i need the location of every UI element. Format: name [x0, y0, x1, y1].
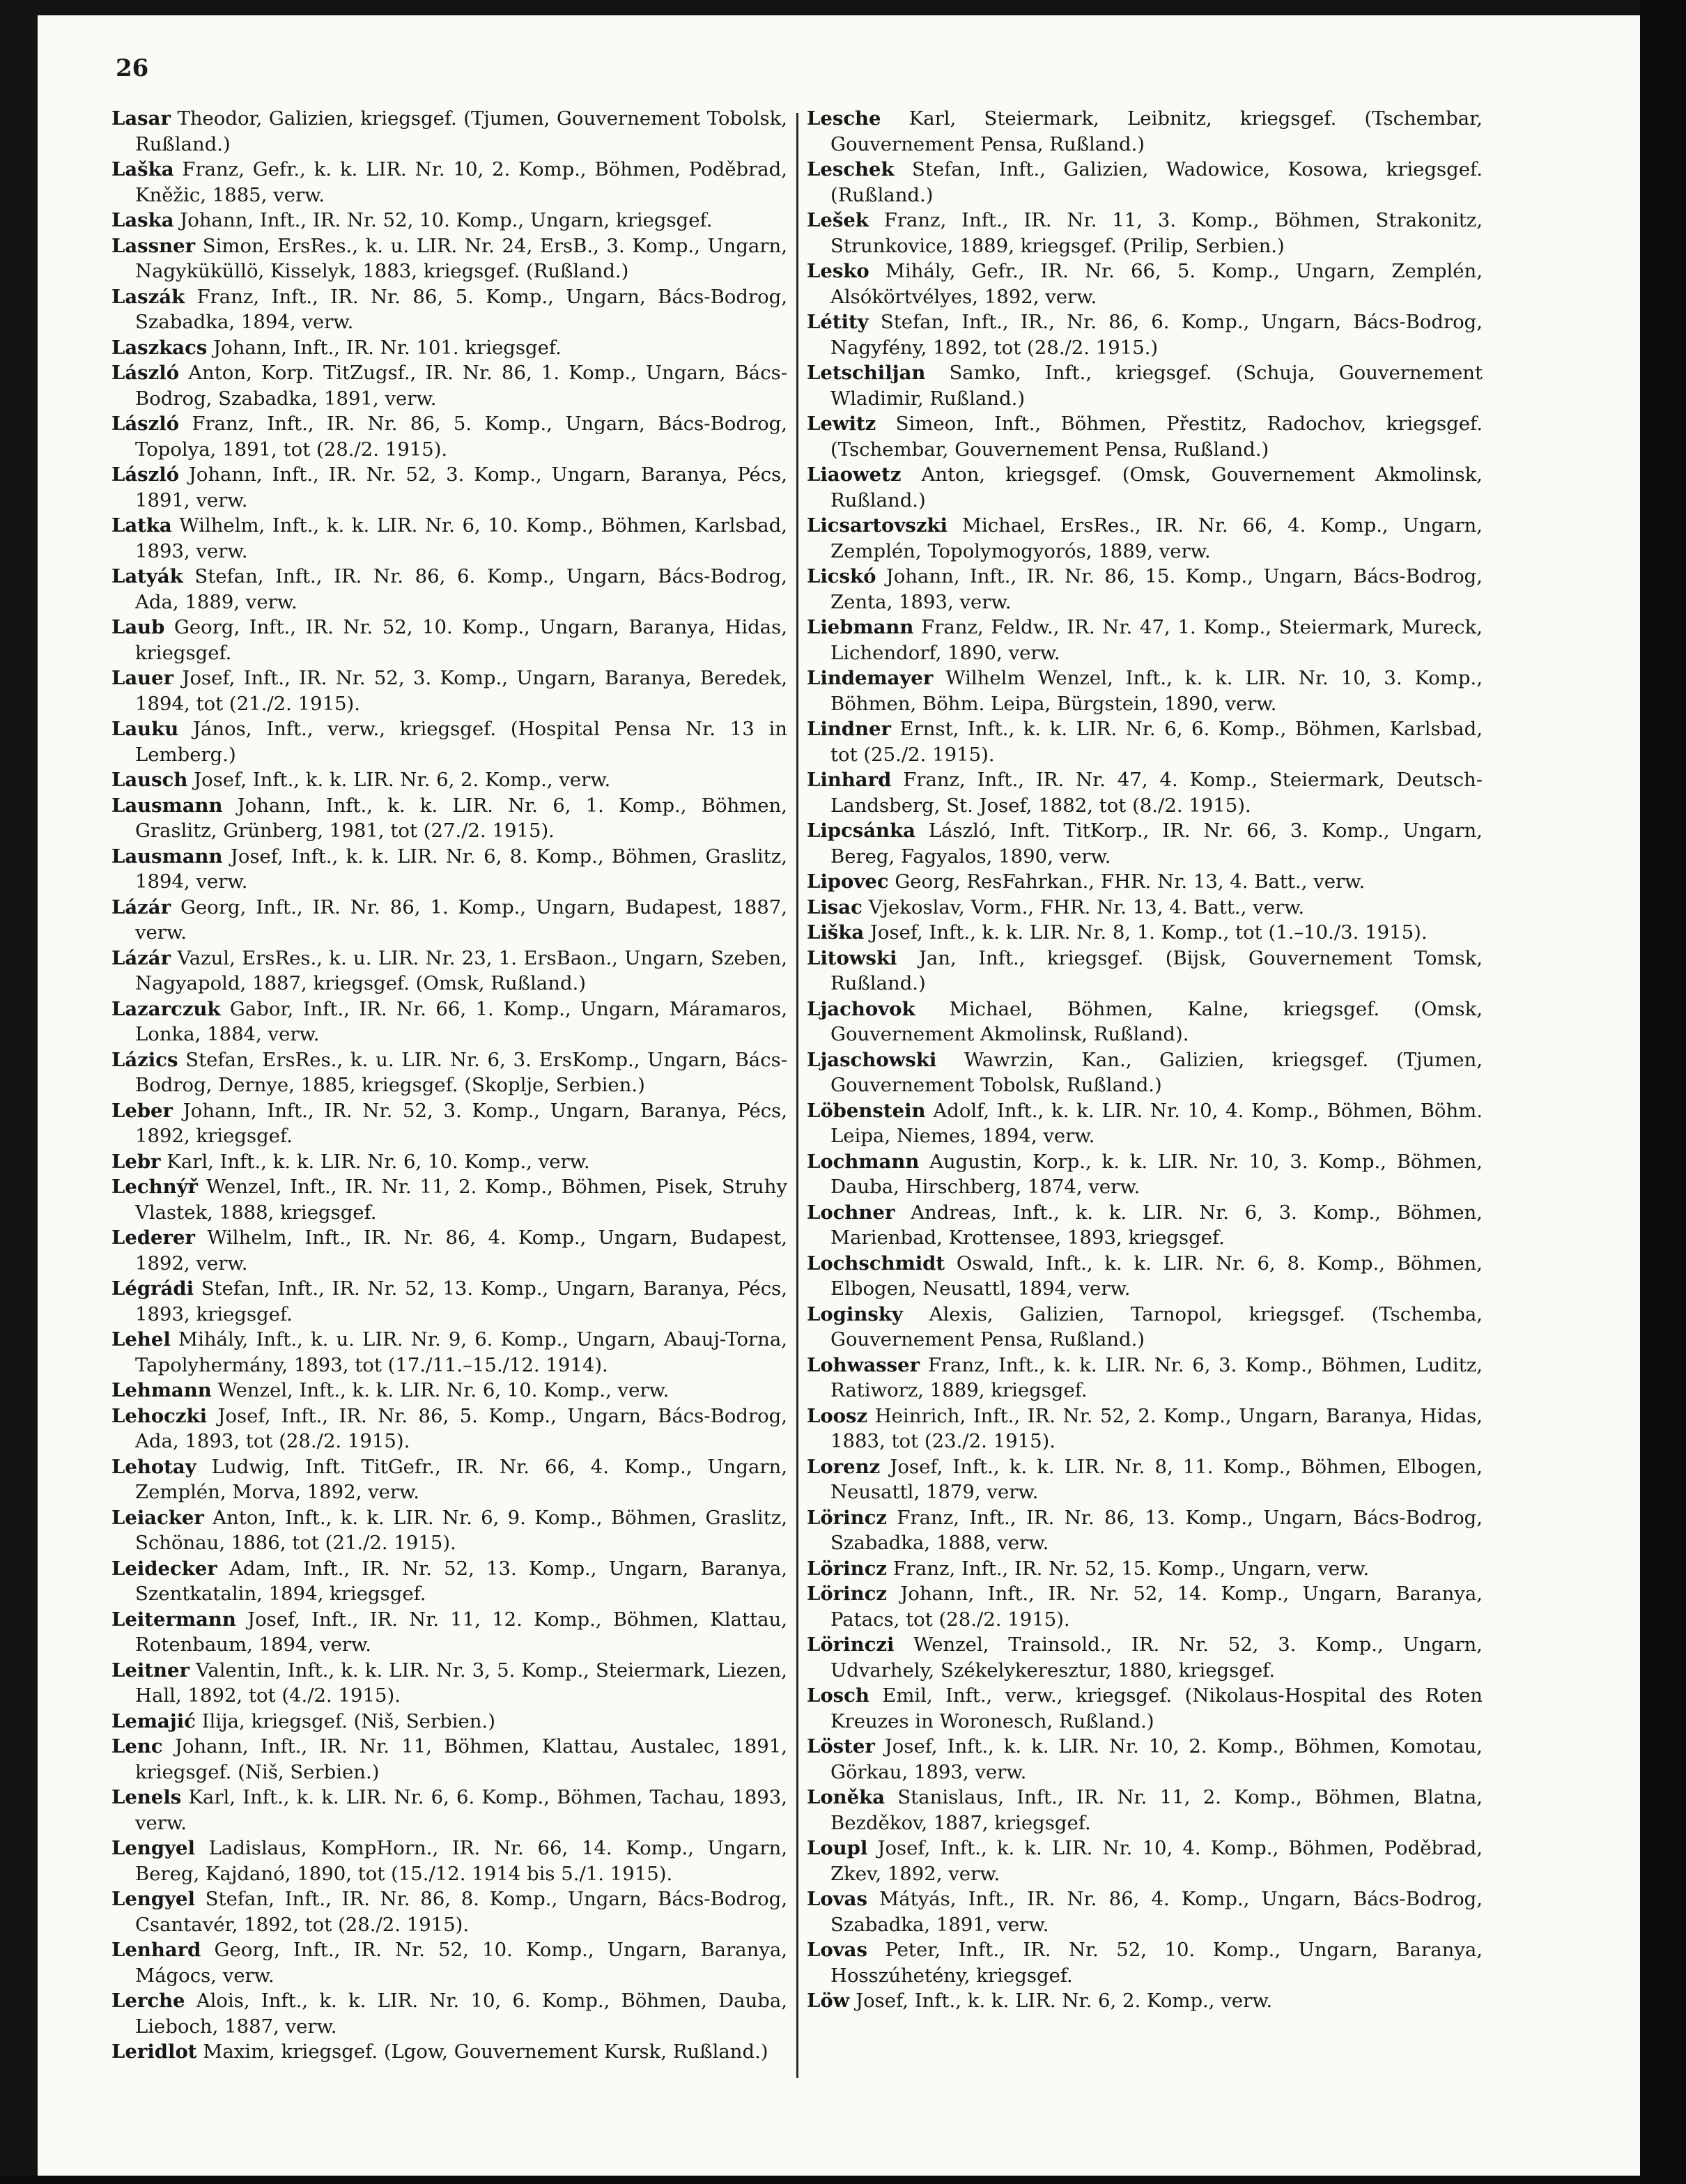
entry-surname: Latyák — [111, 565, 183, 587]
entry-surname: Lörincz — [807, 1506, 887, 1529]
list-entry — [807, 1886, 1483, 1937]
entry-surname: Lesche — [807, 107, 881, 130]
list-entry — [111, 1886, 787, 1937]
entry-details: Anton, Inft., k. k. LIR. Nr. 6, 9. Komp., Böhmen, Graslitz, Schönau, 1886, tot (21./2. 1915). — [135, 1506, 787, 1554]
entry-surname: Lausch — [111, 769, 188, 791]
entry-details: Josef, Inft., k. k. LIR. Nr. 6, 2. Komp., verw. — [849, 1990, 1273, 2012]
entry-details: Franz, Inft., IR. Nr. 11, 3. Komp., Böhmen, Strakonitz, Strunkovice, 1889, kriegsgef. (Prilip, Serbien.) — [830, 209, 1483, 257]
entry-details: Wilhelm, Inft., k. k. LIR. Nr. 6, 10. Komp., Böhmen, Karlsbad, 1893, verw. — [135, 514, 787, 562]
entry-surname: Lesko — [807, 260, 869, 282]
entry-details: Michael, Böhmen, Kalne, kriegsgef. (Omsk, Gouvernement Akmolinsk, Rußland). — [830, 997, 1483, 1045]
entry-surname: Lenhard — [111, 1939, 201, 1961]
list-entry — [807, 1632, 1483, 1683]
entry-details: Johann, Inft., IR. Nr. 52, 3. Komp., Ungarn, Baranya, Pécs, 1892, kriegsgef. — [135, 1099, 787, 1147]
list-entry — [111, 1607, 787, 1658]
entry-details: Karl, Inft., k. k. LIR. Nr. 6, 10. Komp., verw. — [160, 1150, 590, 1173]
entry-details: Mihály, Gefr., IR. Nr. 66, 5. Komp., Ungarn, Zemplén, Alsókörtvélyes, 1892, verw. — [830, 260, 1483, 308]
list-entry — [111, 946, 787, 997]
list-entry — [807, 869, 1483, 895]
entry-details: Vazul, ErsRes., k. u. LIR. Nr. 23, 1. ErsBaon., Ungarn, Szeben, Nagyapold, 1887, kriegsgef. (Omsk, Rußland.) — [135, 946, 787, 994]
list-entry — [111, 716, 787, 767]
entry-surname: Lovas — [807, 1888, 867, 1910]
entry-surname: Leber — [111, 1099, 173, 1122]
entry-details: Vjekoslav, Vorm., FHR. Nr. 13, 4. Batt., verw. — [862, 895, 1305, 918]
entry-surname: Légrádi — [111, 1277, 194, 1300]
entry-details: Karl, Inft., k. k. LIR. Nr. 6, 6. Komp., Böhmen, Tachau, 1893, verw. — [135, 1786, 787, 1834]
entry-surname: Laszák — [111, 285, 185, 308]
list-entry — [807, 1505, 1483, 1556]
entry-details: Mihály, Inft., k. u. LIR. Nr. 9, 6. Komp., Ungarn, Abauj-Torna, Tapolyhermány, 1893, tot (17./11.–15./12. 1914). — [135, 1328, 787, 1376]
list-entry — [111, 615, 787, 666]
entry-details: Josef, Inft., k. k. LIR. Nr. 10, 2. Komp., Böhmen, Komotau, Görkau, 1893, verw. — [830, 1735, 1483, 1783]
list-entry — [807, 309, 1483, 360]
entry-details: Josef, Inft., k. k. LIR. Nr. 8, 1. Komp., tot (1.–10./3. 1915). — [864, 921, 1428, 944]
entry-details: Wenzel, Trainsold., IR. Nr. 52, 3. Komp., Ungarn, Udvarhely, Székelykeresztur, 1880, kriegsgef. — [830, 1633, 1483, 1682]
entry-details: Wilhelm Wenzel, Inft., k. k. LIR. Nr. 10, 3. Komp., Böhmen, Böhm. Leipa, Bürgstein, 1890, verw. — [830, 667, 1483, 715]
entry-surname: Lochner — [807, 1201, 895, 1224]
entry-surname: Laszkacs — [111, 336, 208, 359]
entry-details: Karl, Steiermark, Leibnitz, kriegsgef. (Tschembar, Gouvernement Pensa, Rußland.) — [830, 107, 1483, 155]
entry-surname: Lorenz — [807, 1455, 881, 1478]
entry-details: Adolf, Inft., k. k. LIR. Nr. 10, 4. Komp., Böhmen, Böhm. Leipa, Niemes, 1894, verw. — [830, 1099, 1483, 1147]
entry-surname: Loginsky — [807, 1302, 903, 1325]
entry-surname: Litowski — [807, 946, 897, 969]
list-entry — [807, 106, 1483, 157]
entry-details: Wenzel, Inft., IR. Nr. 11, 2. Komp., Böhmen, Pisek, Struhy Vlastek, 1888, kriegsgef. — [135, 1176, 787, 1224]
entry-details: Oswald, Inft., k. k. LIR. Nr. 6, 8. Komp., Böhmen, Elbogen, Neusattl, 1894, verw. — [830, 1252, 1483, 1300]
entry-surname: Lebr — [111, 1150, 161, 1173]
entry-surname: Lehoczki — [111, 1404, 208, 1427]
scan-border-right — [1640, 0, 1686, 2184]
list-entry — [111, 1276, 787, 1327]
list-entry — [807, 818, 1483, 869]
entry-surname: Lehotay — [111, 1455, 196, 1478]
entry-details: Jan, Inft., kriegsgef. (Bijsk, Gouvernement Tomsk, Rußland.) — [830, 946, 1483, 994]
entry-details: Johann, Inft., k. k. LIR. Nr. 6, 1. Komp., Böhmen, Graslitz, Grünberg, 1981, tot (27./2. 1915). — [135, 794, 787, 842]
entry-surname: Leitermann — [111, 1608, 236, 1631]
entry-surname: Lehel — [111, 1328, 171, 1351]
list-entry — [111, 1556, 787, 1607]
entry-surname: Lausmann — [111, 845, 223, 868]
entry-surname: Leschek — [807, 158, 895, 180]
entry-surname: Löbenstein — [807, 1099, 926, 1122]
entry-details: Johann, Inft., IR. Nr. 52, 3. Komp., Ungarn, Baranya, Pécs, 1891, verw. — [135, 463, 787, 512]
entry-surname: Lemajić — [111, 1709, 196, 1732]
list-entry — [111, 335, 787, 361]
entry-surname: Létity — [807, 311, 869, 333]
list-entry — [807, 208, 1483, 259]
list-entry — [807, 666, 1483, 716]
list-entry — [807, 1149, 1483, 1200]
entry-details: Anton, kriegsgef. (Omsk, Gouvernement Akmolinsk, Rußland.) — [830, 463, 1483, 512]
list-entry — [111, 157, 787, 208]
entry-surname: Leiacker — [111, 1506, 204, 1529]
scan-border-bottom — [0, 2176, 1686, 2184]
list-entry — [111, 1174, 787, 1225]
list-entry — [111, 411, 787, 462]
entry-details: Josef, Inft., IR. Nr. 11, 12. Komp., Böhmen, Klattau, Rotenbaum, 1894, verw. — [135, 1608, 787, 1656]
list-entry — [111, 793, 787, 844]
entry-details: Stefan, Inft., IR., Nr. 86, 6. Komp., Ungarn, Bács-Bodrog, Nagyfény, 1892, tot (28./2. 1915.) — [830, 311, 1483, 359]
entry-details: Simon, ErsRes., k. u. LIR. Nr. 24, ErsB., 3. Komp., Ungarn, Nagyküküllö, Kisselyk, 1883, kriegsgef. (Rußland.) — [135, 234, 787, 282]
entry-details: Johann, Inft., IR. Nr. 86, 15. Komp., Ungarn, Bács-Bodrog, Zenta, 1893, verw. — [830, 565, 1483, 613]
list-entry — [111, 1836, 787, 1886]
list-entry — [807, 1200, 1483, 1251]
list-entry — [111, 997, 787, 1047]
list-entry — [807, 1454, 1483, 1505]
entry-details: Franz, Inft., IR. Nr. 86, 13. Komp., Ungarn, Bács-Bodrog, Szabadka, 1888, verw. — [830, 1506, 1483, 1554]
entry-details: Michael, ErsRes., IR. Nr. 66, 4. Komp., Ungarn, Zemplén, Topolymogyorós, 1889, verw. — [830, 514, 1483, 562]
list-entry — [807, 1937, 1483, 1988]
entry-surname: Laška — [111, 158, 174, 180]
entry-surname: Lassner — [111, 234, 196, 257]
list-entry — [111, 564, 787, 615]
entry-details: Josef, Inft., k. k. LIR. Nr. 6, 2. Komp., verw. — [187, 769, 611, 791]
list-entry — [807, 1836, 1483, 1886]
entry-surname: Löw — [807, 1990, 850, 2012]
list-entry — [807, 1047, 1483, 1098]
entry-surname: Lešek — [807, 209, 869, 231]
list-entry — [111, 1988, 787, 2039]
entry-details: Georg, Inft., IR. Nr. 86, 1. Komp., Ungarn, Budapest, 1887, verw. — [135, 895, 787, 944]
entry-details: Wawrzin, Kan., Galizien, kriegsgef. (Tjumen, Gouvernement Tobolsk, Rußland.) — [830, 1048, 1483, 1096]
entry-details: Alexis, Galizien, Tarnopol, kriegsgef. (Tschemba, Gouvernement Pensa, Rußland.) — [830, 1302, 1483, 1351]
entry-surname: Liška — [807, 921, 865, 944]
list-entry — [111, 1327, 787, 1378]
list-entry — [111, 1937, 787, 1988]
entry-details: Johann, Inft., IR. Nr. 52, 14. Komp., Ungarn, Baranya, Patacs, tot (28./2. 1915). — [830, 1583, 1483, 1631]
entry-surname: Lindemayer — [807, 667, 934, 689]
entry-details: Wilhelm, Inft., IR. Nr. 86, 4. Komp., Ungarn, Budapest, 1892, verw. — [135, 1226, 787, 1275]
entry-surname: Lasar — [111, 107, 171, 130]
entry-surname: Lörincz — [807, 1557, 887, 1580]
entry-surname: Lehmann — [111, 1379, 212, 1401]
entry-surname: Laska — [111, 209, 174, 231]
entry-surname: Latka — [111, 514, 172, 537]
column-divider — [796, 113, 798, 2078]
entry-surname: Lázár — [111, 946, 171, 969]
entry-details: Georg, Inft., IR. Nr. 52, 10. Komp., Ungarn, Baranya, Mágocs, verw. — [135, 1939, 787, 1987]
list-entry — [807, 895, 1483, 921]
entry-surname: Leitner — [111, 1659, 190, 1682]
list-entry — [111, 1404, 787, 1454]
entry-details: Simeon, Inft., Böhmen, Přestitz, Radochov, kriegsgef. (Tschembar, Gouvernement Pensa, Rußland.) — [830, 413, 1483, 461]
list-entry — [807, 1988, 1483, 2014]
list-entry — [111, 1734, 787, 1785]
list-entry — [807, 462, 1483, 513]
list-entry — [111, 1454, 787, 1505]
entry-surname: Losch — [807, 1684, 869, 1707]
entry-surname: Licskó — [807, 565, 876, 587]
entry-details: Johann, Inft., IR. Nr. 101. kriegsgef. — [207, 336, 562, 359]
entry-details: Wenzel, Inft., k. k. LIR. Nr. 6, 10. Komp., verw. — [211, 1379, 670, 1401]
list-entry — [807, 1302, 1483, 1353]
entry-surname: Leidecker — [111, 1557, 217, 1580]
right-column — [807, 106, 1483, 2085]
list-entry — [807, 1098, 1483, 1149]
entry-surname: Loněka — [807, 1786, 885, 1808]
entry-details: Alois, Inft., k. k. LIR. Nr. 10, 6. Komp., Böhmen, Dauba, Lieboch, 1887, verw. — [135, 1990, 787, 2038]
entry-details: Mátyás, Inft., IR. Nr. 86, 4. Komp., Ungarn, Bács-Bodrog, Szabadka, 1891, verw. — [830, 1888, 1483, 1936]
document-page — [38, 15, 1640, 2176]
list-entry — [111, 2039, 787, 2065]
entry-surname: Lazarczuk — [111, 997, 221, 1020]
entry-details: Franz, Inft., IR. Nr. 86, 5. Komp., Ungarn, Bács-Bodrog, Szabadka, 1894, verw. — [135, 285, 787, 333]
entry-surname: Lewitz — [807, 413, 876, 435]
list-entry — [111, 208, 787, 233]
list-entry — [807, 360, 1483, 411]
list-entry — [111, 1709, 787, 1735]
entry-details: Johann, Inft., IR. Nr. 11, Böhmen, Klattau, Austalec, 1891, kriegsgef. (Niš, Serbien.) — [135, 1735, 787, 1783]
entry-details: Ludwig, Inft. TitGefr., IR. Nr. 66, 4. Komp., Ungarn, Zemplén, Morva, 1892, verw. — [135, 1455, 787, 1503]
entry-surname: Liaowetz — [807, 463, 902, 486]
entry-details: Stefan, Inft., IR. Nr. 52, 13. Komp., Ungarn, Baranya, Pécs, 1893, kriegsgef. — [135, 1277, 787, 1325]
entry-details: Anton, Korp. TitZugsf., IR. Nr. 86, 1. Komp., Ungarn, Bács-Bodrog, Szabadka, 1891, verw. — [135, 362, 787, 410]
entry-surname: Lochschmidt — [807, 1252, 945, 1275]
entry-details: Valentin, Inft., k. k. LIR. Nr. 3, 5. Komp., Steiermark, Liezen, Hall, 1892, tot (4./2. 1915). — [135, 1659, 787, 1707]
entry-details: Georg, Inft., IR. Nr. 52, 10. Komp., Ungarn, Baranya, Hidas, kriegsgef. — [135, 616, 787, 664]
entry-surname: Ljachovok — [807, 997, 915, 1020]
list-entry — [111, 1658, 787, 1709]
entry-details: Josef, Inft., IR. Nr. 52, 3. Komp., Ungarn, Baranya, Beredek, 1894, tot (21./2. 1915). — [135, 667, 787, 715]
entry-surname: Lengyel — [111, 1837, 195, 1859]
list-entry — [111, 1149, 787, 1175]
list-entry — [807, 1404, 1483, 1454]
list-entry — [111, 844, 787, 895]
entry-details: Josef, Inft., IR. Nr. 86, 5. Komp., Ungarn, Bács-Bodrog, Ada, 1893, tot (28./2. 1915). — [135, 1404, 787, 1452]
entry-surname: Ljaschowski — [807, 1048, 937, 1071]
list-entry — [807, 1734, 1483, 1785]
list-entry — [807, 411, 1483, 462]
list-entry — [807, 513, 1483, 564]
entry-surname: László — [111, 362, 180, 384]
entry-surname: Liebmann — [807, 616, 914, 638]
list-entry — [807, 564, 1483, 615]
list-entry — [807, 1683, 1483, 1734]
list-entry — [111, 1098, 787, 1149]
entry-surname: Lörinczi — [807, 1633, 895, 1656]
entry-surname: Lohwasser — [807, 1353, 920, 1376]
list-entry — [111, 767, 787, 793]
list-entry — [807, 1785, 1483, 1836]
list-entry — [111, 513, 787, 564]
entry-surname: Loosz — [807, 1404, 868, 1427]
entry-surname: Lörincz — [807, 1583, 887, 1605]
entry-surname: Lederer — [111, 1226, 196, 1249]
entry-details: Franz, Gefr., k. k. LIR. Nr. 10, 2. Komp., Böhmen, Poděbrad, Kněžic, 1885, verw. — [135, 158, 787, 206]
entry-surname: Lovas — [807, 1939, 867, 1961]
entry-details: Georg, ResFahrkan., FHR. Nr. 13, 4. Batt., verw. — [888, 870, 1366, 893]
entry-surname: Lauer — [111, 667, 174, 689]
entry-surname: Lenels — [111, 1786, 182, 1808]
entry-details: Samko, Inft., kriegsgef. (Schuja, Gouvernement Wladimir, Rußland.) — [830, 362, 1483, 410]
list-entry — [111, 284, 787, 335]
list-entry — [111, 1378, 787, 1404]
entry-details: Franz, Inft., IR. Nr. 52, 15. Komp., Ungarn, verw. — [886, 1557, 1370, 1580]
entry-details: Josef, Inft., k. k. LIR. Nr. 8, 11. Komp., Böhmen, Elbogen, Neusattl, 1879, verw. — [830, 1455, 1483, 1503]
list-entry — [807, 716, 1483, 767]
list-entry — [807, 1581, 1483, 1632]
entry-surname: Loupl — [807, 1837, 868, 1859]
list-entry — [111, 895, 787, 946]
entry-surname: Lechnýř — [111, 1176, 199, 1198]
entry-details: Stefan, Inft., IR. Nr. 86, 8. Komp., Ungarn, Bács-Bodrog, Csantavér, 1892, tot (28./2. 1915). — [135, 1888, 787, 1936]
entry-surname: Lauku — [111, 718, 179, 740]
entry-surname: Lausmann — [111, 794, 223, 817]
list-entry — [111, 1785, 787, 1836]
list-entry — [111, 666, 787, 716]
list-entry — [807, 1353, 1483, 1404]
list-entry — [807, 1251, 1483, 1302]
list-entry — [807, 615, 1483, 666]
entry-details: Ladislaus, KompHorn., IR. Nr. 66, 14. Komp., Ungarn, Bereg, Kajdanó, 1890, tot (15./12. 1914 bis 5./1. 1915). — [135, 1837, 787, 1885]
list-entry — [807, 997, 1483, 1047]
entry-details: Theodor, Galizien, kriegsgef. (Tjumen, Gouvernement Tobolsk, Rußland.) — [135, 107, 787, 155]
list-entry — [807, 920, 1483, 946]
list-entry — [807, 259, 1483, 309]
entry-surname: Löster — [807, 1735, 875, 1758]
entry-surname: Laub — [111, 616, 165, 638]
entry-details: László, Inft. TitKorp., IR. Nr. 66, 3. Komp., Ungarn, Bereg, Fagyalos, 1890, verw. — [830, 820, 1483, 868]
list-entry — [111, 233, 787, 284]
list-entry — [807, 1556, 1483, 1582]
list-entry — [111, 462, 787, 513]
entry-surname: Letschiljan — [807, 362, 926, 384]
entry-surname: Lázár — [111, 895, 171, 918]
list-entry — [111, 1225, 787, 1276]
entry-surname: Lipcsánka — [807, 820, 915, 842]
entry-surname: László — [111, 463, 180, 486]
left-column — [111, 106, 787, 2085]
entry-surname: Leridlot — [111, 2040, 197, 2063]
entry-details: Franz, Inft., k. k. LIR. Nr. 6, 3. Komp., Böhmen, Luditz, Ratiworz, 1889, kriegsgef. — [830, 1353, 1483, 1401]
entry-details: Peter, Inft., IR. Nr. 52, 10. Komp., Ungarn, Baranya, Hosszúhetény, kriegsgef. — [830, 1939, 1483, 1987]
entry-surname: Lenc — [111, 1735, 163, 1758]
entry-details: Stanislaus, Inft., IR. Nr. 11, 2. Komp., Böhmen, Blatna, Bezděkov, 1887, kriegsgef. — [830, 1786, 1483, 1834]
entry-details: Stefan, ErsRes., k. u. LIR. Nr. 6, 3. ErsKomp., Ungarn, Bács-Bodrog, Dernye, 1885, kriegsgef. (Skoplje, Serbien.) — [135, 1048, 787, 1096]
list-entry — [111, 106, 787, 157]
list-entry — [807, 157, 1483, 208]
entry-surname: Lipovec — [807, 870, 889, 893]
entry-details: Johann, Inft., IR. Nr. 52, 10. Komp., Ungarn, kriegsgef. — [173, 209, 713, 231]
entry-details: Heinrich, Inft., IR. Nr. 52, 2. Komp., Ungarn, Baranya, Hidas, 1883, tot (23./2. 1915). — [830, 1404, 1483, 1452]
entry-details: Franz, Feldw., IR. Nr. 47, 1. Komp., Steiermark, Mureck, Lichendorf, 1890, verw. — [830, 616, 1483, 664]
entry-details: Adam, Inft., IR. Nr. 52, 13. Komp., Ungarn, Baranya, Szentkatalin, 1894, kriegsgef. — [135, 1557, 787, 1605]
entry-details: Ernst, Inft., k. k. LIR. Nr. 6, 6. Komp., Böhmen, Karlsbad, tot (25./2. 1915). — [830, 718, 1483, 766]
entry-details: Franz, Inft., IR. Nr. 86, 5. Komp., Ungarn, Bács-Bodrog, Topolya, 1891, tot (28./2. 1915). — [135, 413, 787, 461]
entry-surname: Licsartovszki — [807, 514, 948, 537]
entry-details: Augustin, Korp., k. k. LIR. Nr. 10, 3. Komp., Böhmen, Dauba, Hirschberg, 1874, verw. — [830, 1150, 1483, 1198]
list-entry — [807, 767, 1483, 818]
entry-surname: Lerche — [111, 1990, 185, 2012]
entry-details: Maxim, kriegsgef. (Lgow, Gouvernement Kursk, Rußland.) — [196, 2040, 768, 2063]
entry-details: Josef, Inft., k. k. LIR. Nr. 10, 4. Komp., Böhmen, Poděbrad, Zkev, 1892, verw. — [830, 1837, 1483, 1885]
list-entry — [111, 360, 787, 411]
entry-details: Emil, Inft., verw., kriegsgef. (Nikolaus-Hospital des Roten Kreuzes in Woronesch, Rußland.) — [830, 1684, 1483, 1732]
entry-details: Ilija, kriegsgef. (Niš, Serbien.) — [195, 1709, 495, 1732]
page-number: 26 — [116, 54, 149, 82]
entry-surname: Linhard — [807, 769, 892, 791]
entry-surname: Lisac — [807, 895, 863, 918]
entry-surname: Lengyel — [111, 1888, 195, 1910]
list-entry — [111, 1505, 787, 1556]
entry-details: Andreas, Inft., k. k. LIR. Nr. 6, 3. Komp., Böhmen, Marienbad, Krottensee, 1893, kriegsgef. — [830, 1201, 1483, 1249]
entry-details: Stefan, Inft., Galizien, Wadowice, Kosowa, kriegsgef. (Rußland.) — [830, 158, 1483, 206]
entry-surname: Lochmann — [807, 1150, 920, 1173]
entry-details: Stefan, Inft., IR. Nr. 86, 6. Komp., Ungarn, Bács-Bodrog, Ada, 1889, verw. — [135, 565, 787, 613]
entry-details: Franz, Inft., IR. Nr. 47, 4. Komp., Steiermark, Deutsch-Landsberg, St. Josef, 1882, tot (8./2. 1915). — [830, 769, 1483, 817]
entry-details: János, Inft., verw., kriegsgef. (Hospital Pensa Nr. 13 in Lemberg.) — [135, 718, 787, 766]
list-entry — [111, 1047, 787, 1098]
entry-surname: László — [111, 413, 180, 435]
entry-surname: Lindner — [807, 718, 891, 740]
entry-details: Josef, Inft., k. k. LIR. Nr. 6, 8. Komp., Böhmen, Graslitz, 1894, verw. — [135, 845, 787, 893]
entry-surname: Lázics — [111, 1048, 178, 1071]
entry-details: Gabor, Inft., IR. Nr. 66, 1. Komp., Ungarn, Máramaros, Lonka, 1884, verw. — [135, 997, 787, 1045]
list-entry — [807, 946, 1483, 997]
